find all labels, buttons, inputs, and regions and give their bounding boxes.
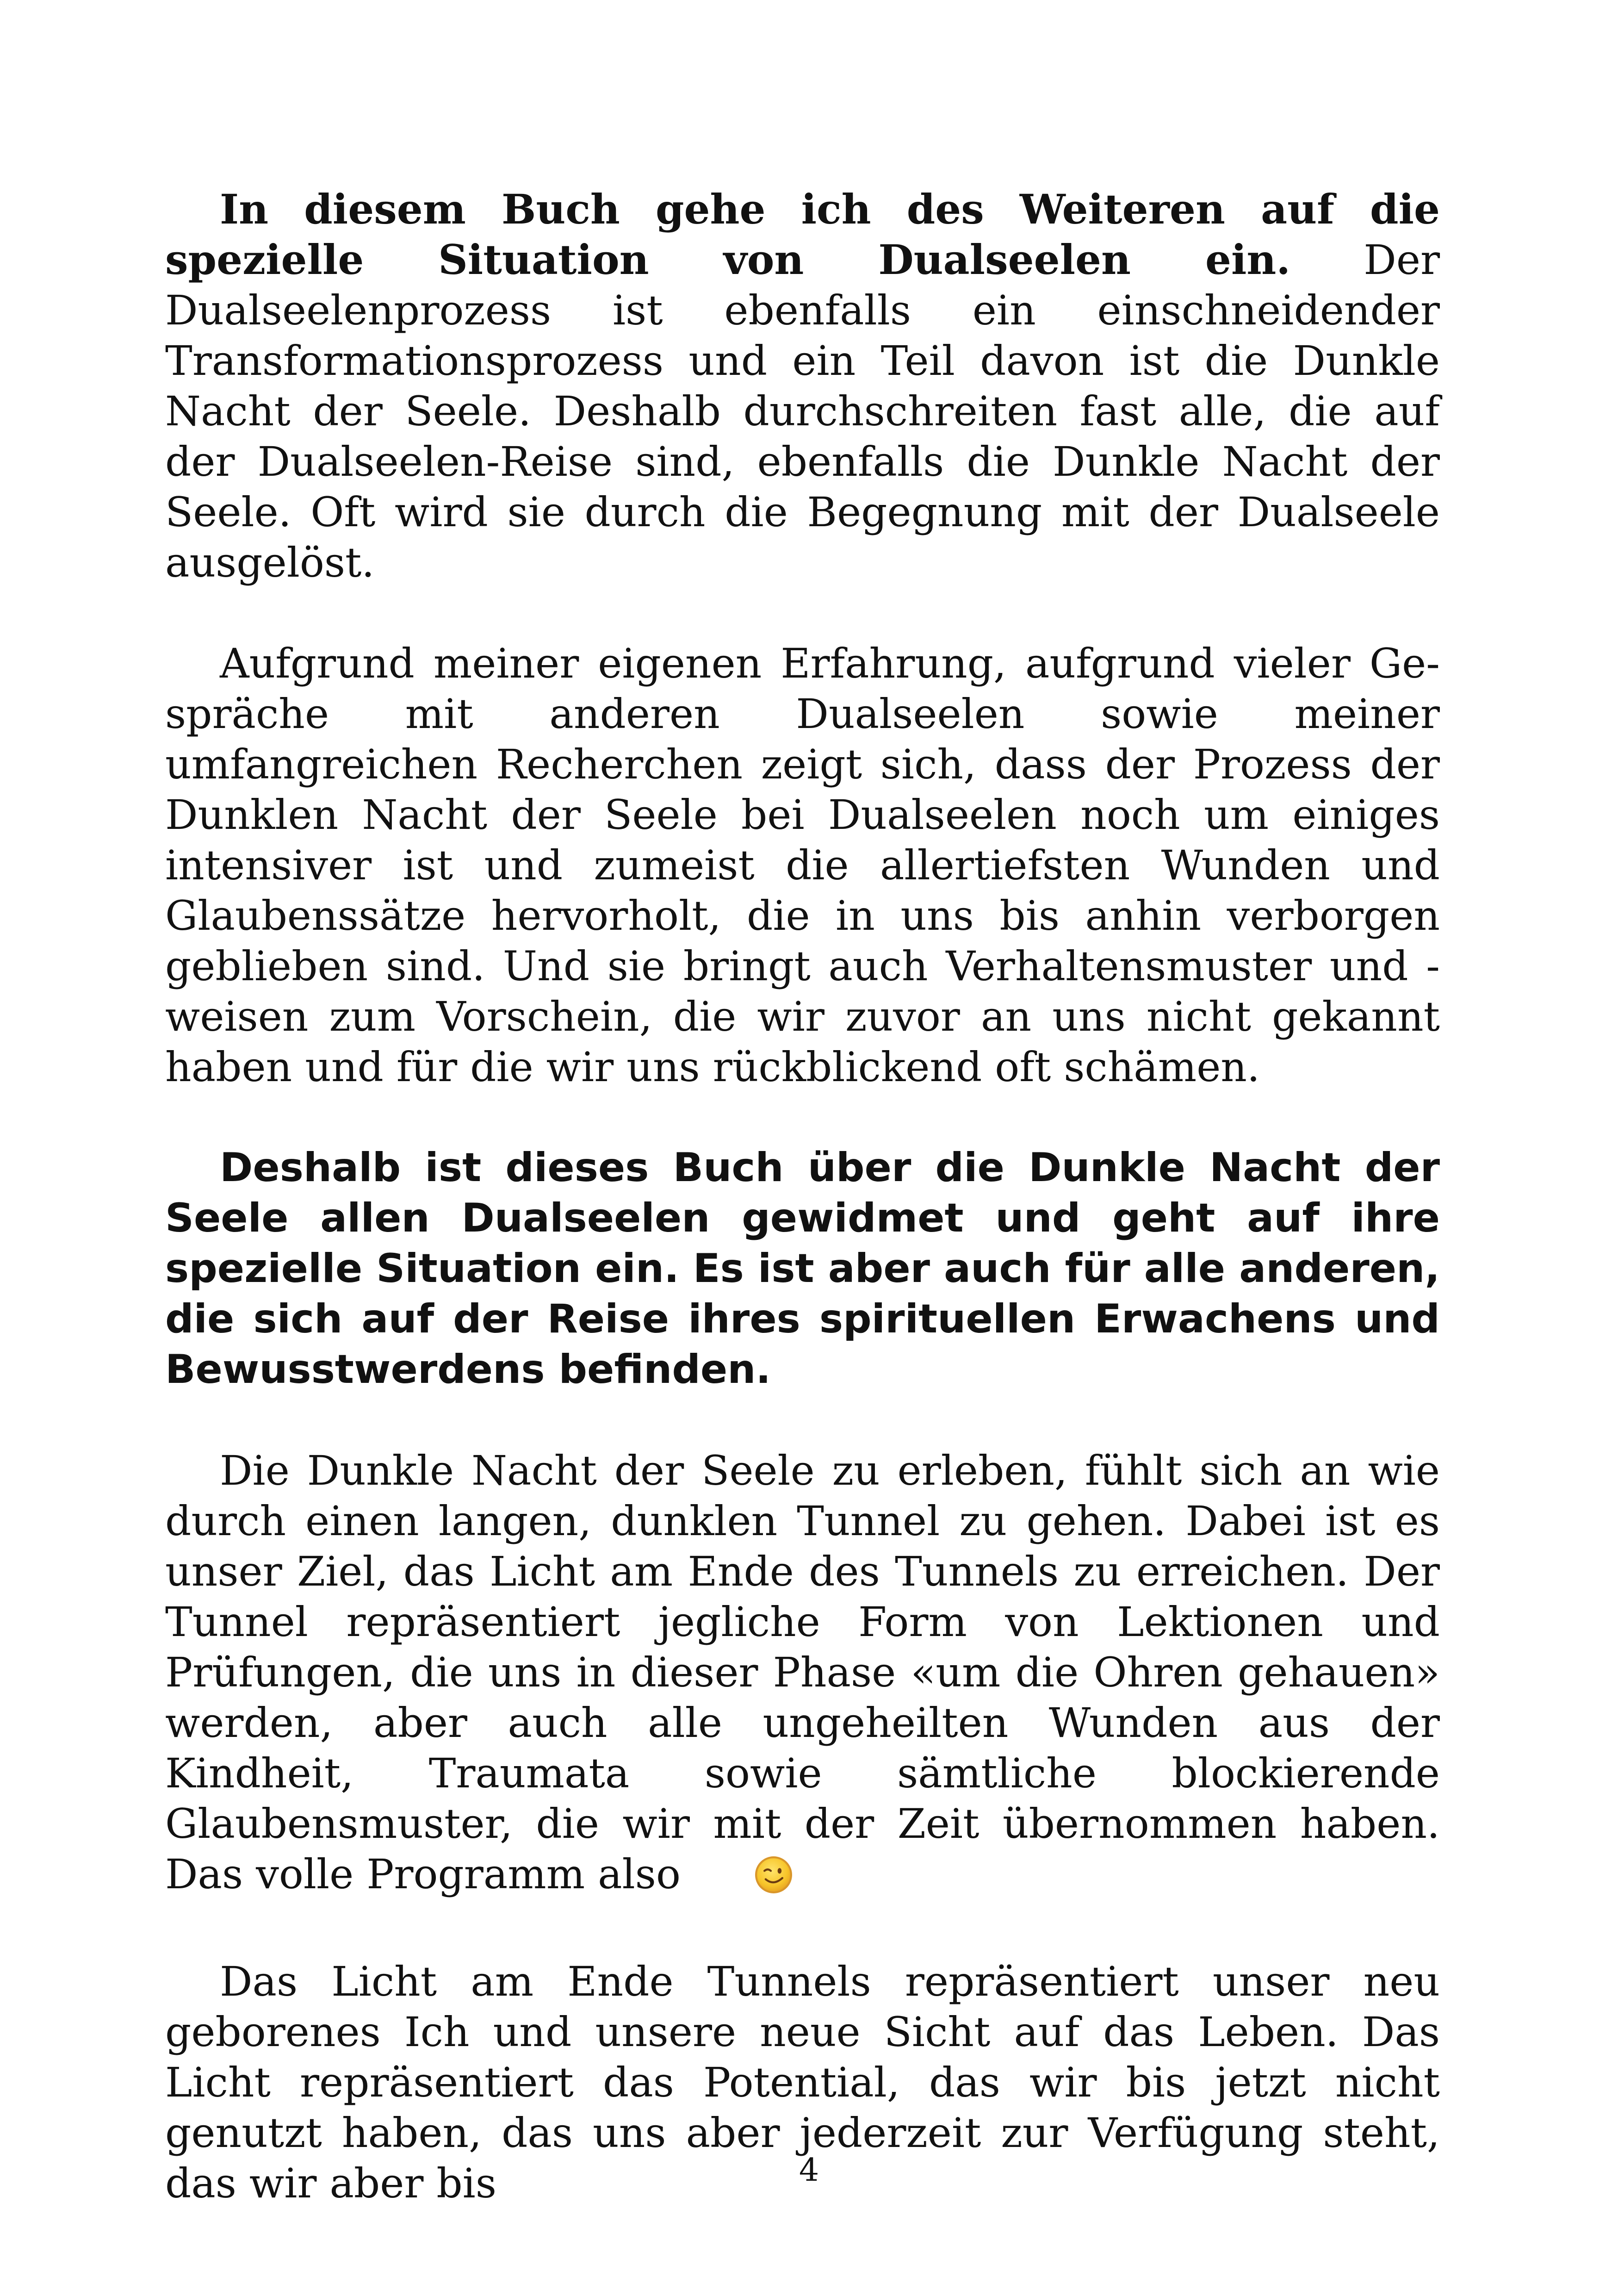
paragraph-text: Der Dualseelenprozess ist ebenfalls ein einschneidender Transformationsprozess und ein Teil davon ist die Dunkle Nacht der Seele. Deshalb durchschreiten fast alle, die auf der Dualseelen-Reise sind, ebenfalls die Dunkle Nacht der Seele. Oft wird sie durch die Begegnung mit der Dualseele ausgelöst. <box>165 236 1440 586</box>
winking-face-icon <box>699 1855 794 1906</box>
paragraph-text: Aufgrund meiner eigenen Erfahrung, aufgrund vieler Gespräche mit anderen Dualseelen sowie meiner umfangreichen Recherchen zeigt sich, dass der Prozess der Dunklen Nacht der Seele bei Dualseelen noch um einiges intensiver ist und zumeist die allertiefsten Wunden und Glaubenssätze hervorholt, die in uns bis anhin verborgen geblieben sind. Und sie bringt auch Verhaltensmuster und -weisen zum Vorschein, die wir zuvor an uns nicht gekannt haben und für die wir uns rückblickend oft schämen. <box>165 640 1440 1091</box>
paragraph-text: Deshalb ist dieses Buch über die Dunkle Nacht der Seele allen Dualseelen gewidmet und geht auf ihre spezielle Situation ein. Es ist aber auch für alle anderen, die sich auf der Reise ihres spirituellen Erwachens und Bewusstwerdens befinden. <box>165 1145 1440 1393</box>
body-text <box>165 184 1440 2209</box>
page-number: 4 <box>799 2152 819 2189</box>
paragraph-lead: In diesem Buch gehe ich des Weiteren auf die spezielle Situation von Dualseelen ein. <box>165 185 1440 284</box>
paragraph-text: Das Licht am Ende Tunnels repräsentiert unser neu geborenes Ich und unsere neue Sicht auf das Leben. Das Licht repräsentiert das Potential, das wir bis jetzt nicht genutzt haben, das uns aber jederzeit zur Verfügung steht, das wir aber bis <box>165 1958 1440 2207</box>
paragraph-intro <box>165 184 1440 588</box>
paragraph-tunnel <box>165 1445 1440 1906</box>
paragraph-text: Die Dunkle Nacht der Seele zu erleben, fühlt sich an wie durch einen langen, dunklen Tunnel zu gehen. Dabei ist es unser Ziel, das Licht am Ende des Tunnels zu erreichen. Der Tunnel repräsentiert jegliche Form von Lektionen und Prüfungen, die uns in dieser Phase «um die Ohren gehauen» werden, aber auch alle ungeheilten Wunden aus der Kindheit, Traumata sowie sämtliche blockierende Glaubensmuster, die wir mit der Zeit übernommen haben. Das volle Programm also <box>165 1447 1440 1898</box>
paragraph-dedication <box>165 1143 1440 1395</box>
paragraph-experience <box>165 638 1440 1092</box>
